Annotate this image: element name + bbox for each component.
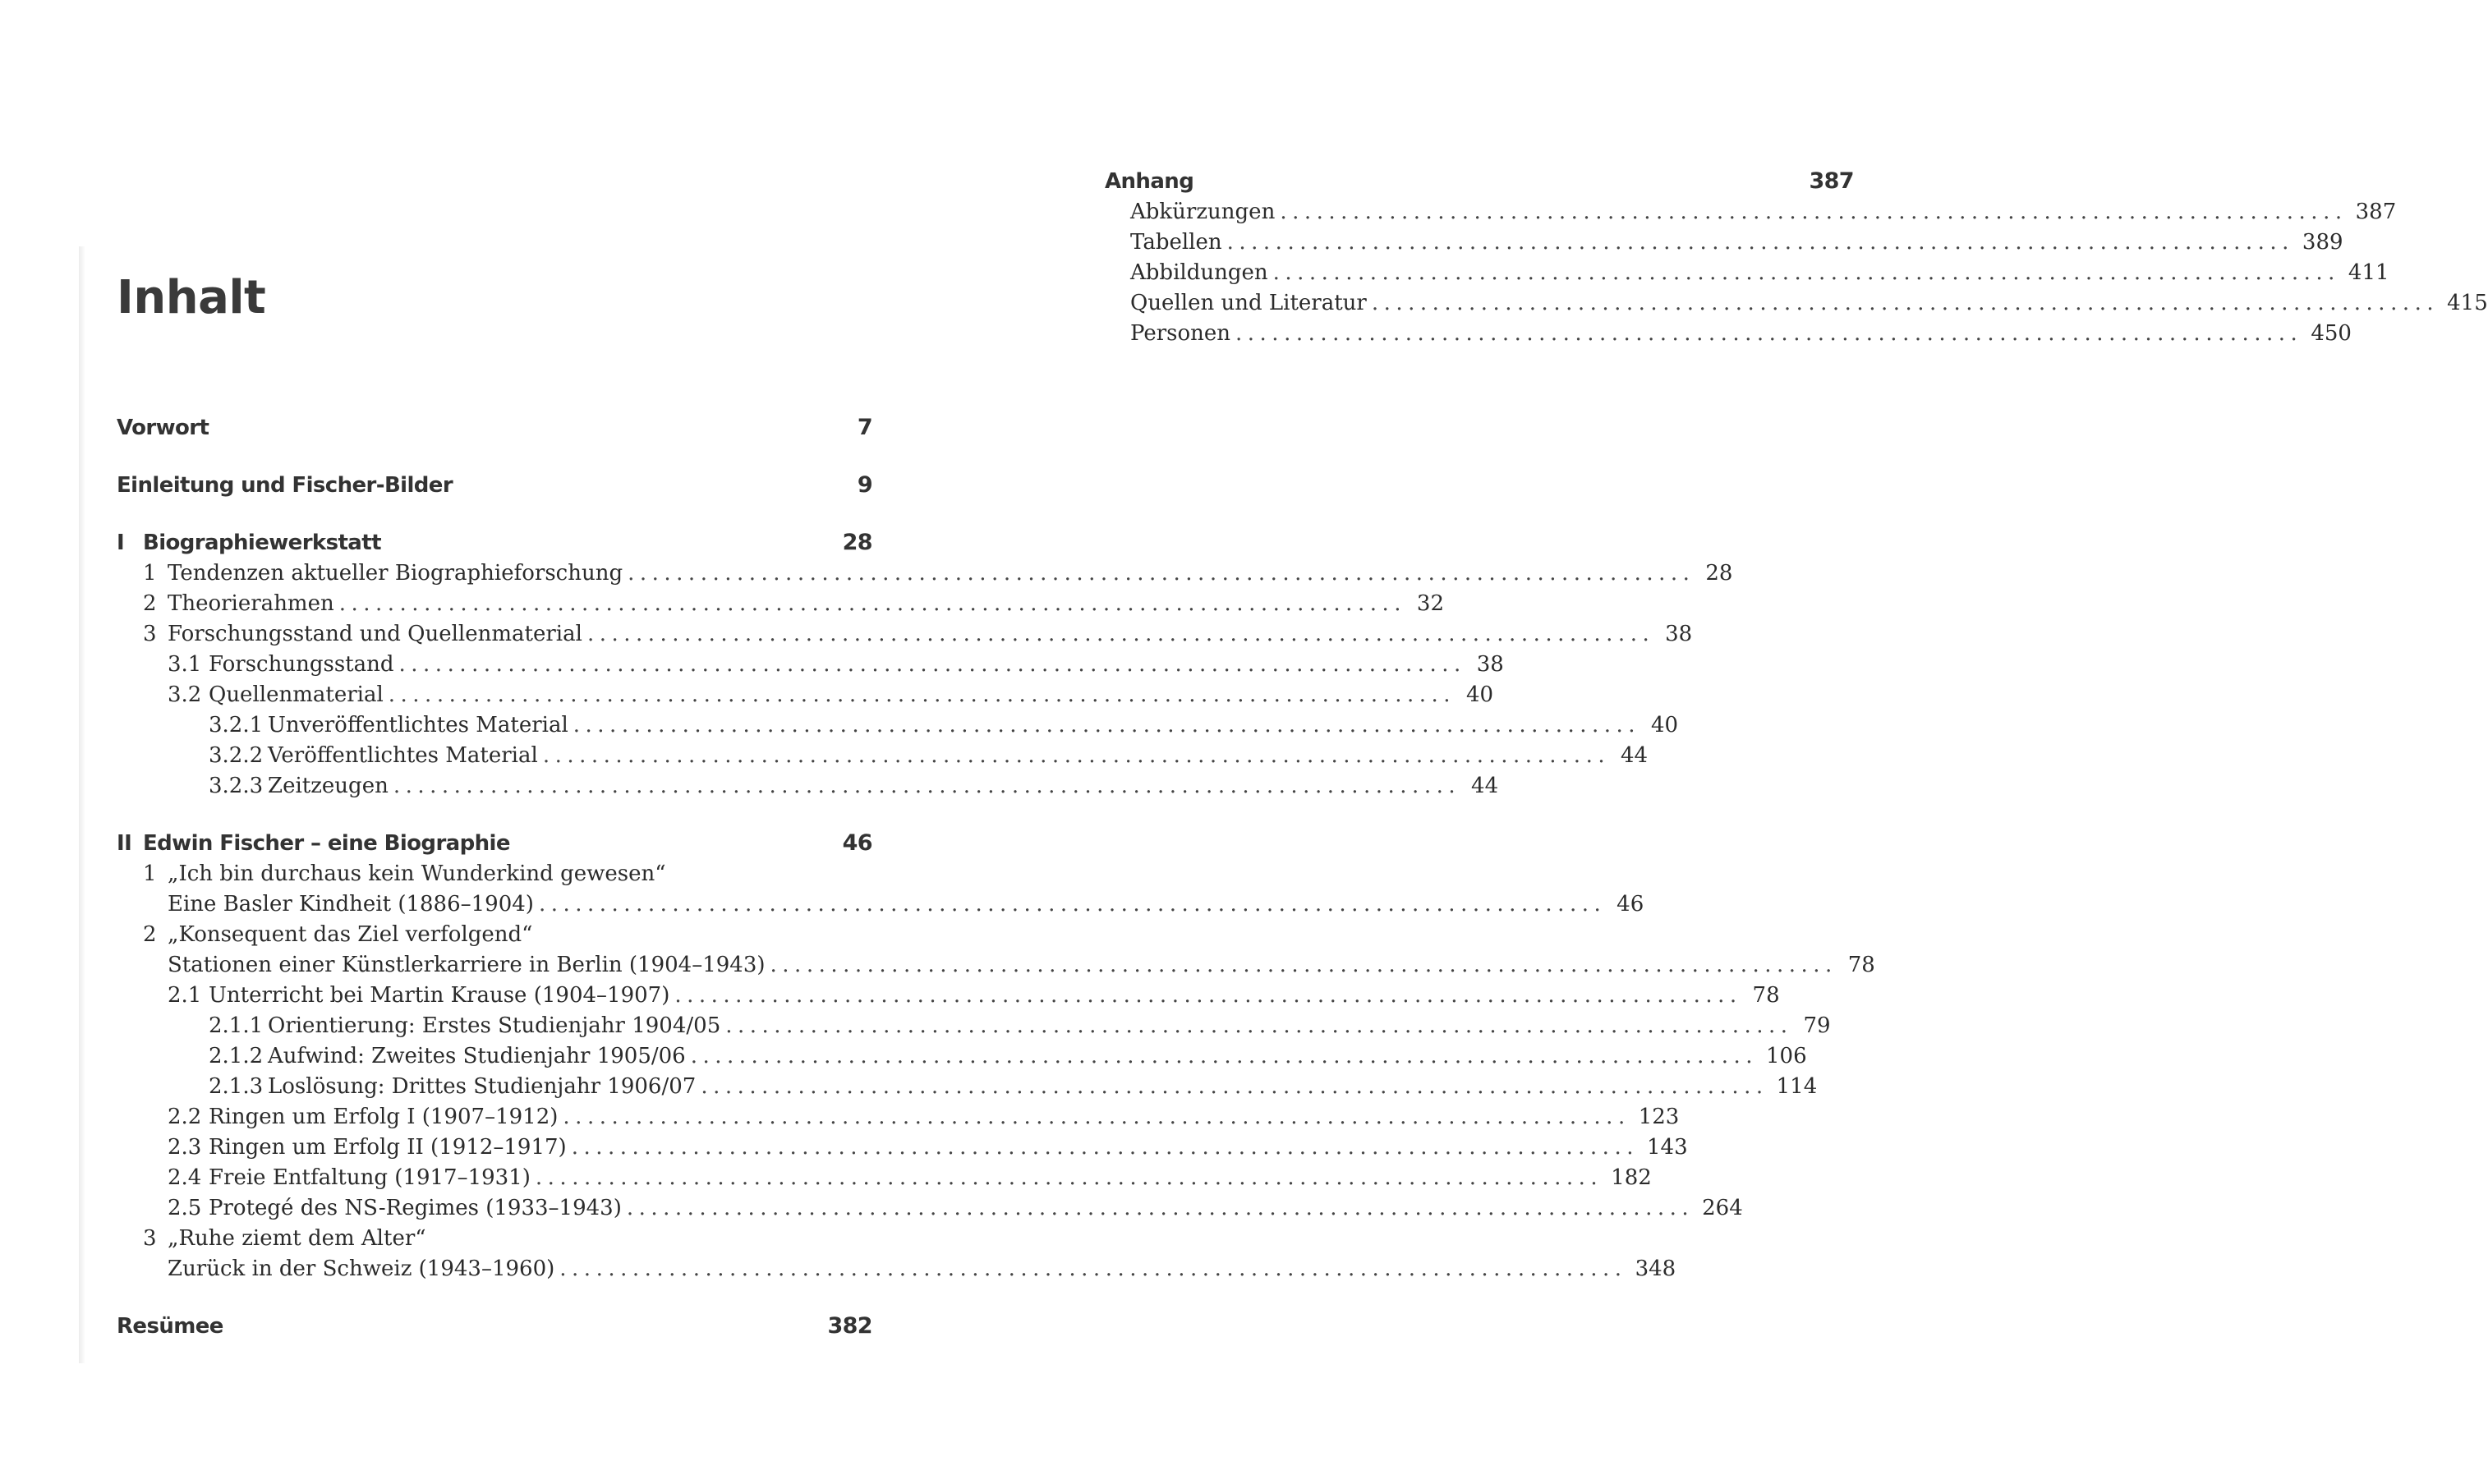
entry-number: 1 (143, 561, 157, 586)
entry-label: „Konsequent das Ziel verfolgend“ (168, 922, 533, 947)
toc-part-heading-anhang (1105, 166, 1854, 197)
entry-subtitle: Stationen einer Künstlerkarriere in Berlin (1904–1943) (168, 953, 766, 977)
entry-page: 28 (1705, 561, 1733, 586)
toc-entry (117, 710, 1679, 741)
entry-label: Ringen um Erfolg II (1912–1917) (209, 1135, 567, 1160)
entry-page: 348 (1635, 1257, 1676, 1281)
entry-page: 38 (1476, 652, 1504, 677)
entry-page: 389 (2302, 230, 2343, 255)
entry-number: 3.1 (168, 652, 202, 677)
toc-entry (1105, 258, 2389, 288)
entry-number: 2.1.3 (209, 1074, 264, 1099)
entry-label: Einleitung und Fischer-Bilder (117, 473, 453, 498)
entry-label: Unveröffentlichtes Material (268, 713, 568, 737)
entry-label: Ringen um Erfolg I (1907–1912) (209, 1105, 559, 1129)
entry-page: 106 (1766, 1044, 1807, 1068)
entry-label: Tabellen (1130, 230, 1222, 255)
entry-number: 3.2.3 (209, 774, 264, 798)
entry-number: 2.5 (168, 1196, 202, 1220)
entry-label: Personen (1130, 321, 1231, 346)
entry-page: 450 (2311, 321, 2352, 346)
dot-leader: ........................................................................................ (559, 1257, 1627, 1281)
toc-entry (1105, 288, 2488, 319)
dot-leader: ........................................................................................ (690, 1044, 1758, 1068)
entry-page: 78 (1847, 953, 1875, 977)
entry-label: Forschungsstand und Quellenmaterial (168, 622, 582, 646)
entry-label: Theorierahmen (168, 591, 334, 616)
toc-entry (117, 1102, 1680, 1133)
dot-leader: ........................................................................................ (535, 1165, 1603, 1190)
dot-leader: ........................................................................................ (338, 591, 1407, 616)
toc-entry (117, 650, 1504, 680)
entry-number: 2.1.2 (209, 1044, 264, 1068)
toc-entry (117, 741, 1649, 771)
part-label: Edwin Fischer – eine Biographie (143, 831, 510, 856)
entry-label: Quellen und Literatur (1130, 291, 1367, 315)
toc-entry (117, 589, 1445, 619)
dot-leader: ........................................................................................ (1226, 230, 2294, 255)
entry-number: 3 (143, 622, 157, 646)
entry-label: Abkürzungen (1130, 200, 1276, 224)
entry-page: 382 (827, 1313, 872, 1339)
toc-entry (1105, 319, 2352, 349)
toc-entry (117, 680, 1494, 710)
dot-leader: ........................................................................................ (538, 892, 1607, 917)
entry-label: Vorwort (117, 416, 209, 440)
entry-page: 40 (1650, 713, 1679, 737)
toc-entry (117, 1011, 1831, 1041)
entry-page: 46 (1617, 892, 1644, 917)
toc-entry (1105, 197, 2397, 227)
entry-number: 2 (143, 922, 157, 947)
entry-page: 411 (2348, 260, 2389, 285)
toc-entry (117, 771, 1499, 802)
entry-number: 2.2 (168, 1105, 202, 1129)
entry-page: 387 (2355, 200, 2397, 224)
entry-number: 3.2.1 (209, 713, 264, 737)
toc-entry-resumee (117, 1311, 872, 1342)
entry-label: Resümee (117, 1314, 223, 1339)
entry-number: 2.1.1 (209, 1013, 264, 1038)
toc-entry (117, 1193, 1743, 1224)
toc-entry-line2 (117, 889, 1644, 920)
page-gutter-shadow (79, 246, 85, 1363)
entry-label: Zeitzeugen (268, 774, 389, 798)
entry-page: 79 (1803, 1013, 1831, 1038)
entry-page: 9 (857, 472, 872, 498)
entry-label: Freie Entfaltung (1917–1931) (209, 1165, 531, 1190)
dot-leader: ........................................................................................ (388, 682, 1456, 707)
toc-right-page (1105, 166, 2488, 349)
part-label: Biographiewerkstatt (143, 531, 381, 555)
entry-page: 38 (1665, 622, 1693, 646)
entry-label: Forschungsstand (209, 652, 394, 677)
toc-entry (117, 558, 1733, 589)
toc-entry-line1 (117, 1224, 872, 1254)
entry-number: 2.1 (168, 983, 202, 1008)
entry-label: Tendenzen aktueller Biographieforschung (168, 561, 623, 586)
dot-leader: ........................................................................................ (573, 713, 1641, 737)
toc-entry (117, 1041, 1807, 1072)
toc-entry (117, 1133, 1688, 1163)
entry-page: 32 (1416, 591, 1445, 616)
part-page: 46 (842, 830, 872, 856)
entry-page: 114 (1776, 1074, 1818, 1099)
entry-label: Quellenmaterial (209, 682, 384, 707)
toc-entry-vorwort (117, 412, 872, 443)
toc-entry-line1 (117, 920, 872, 950)
toc-part-heading (117, 828, 872, 859)
dot-leader: ........................................................................................ (571, 1135, 1639, 1160)
toc-part-heading (117, 527, 872, 558)
entry-label: Loslösung: Drittes Studienjahr 1906/07 (268, 1074, 697, 1099)
entry-label: Orientierung: Erstes Studienjahr 1904/05 (268, 1013, 721, 1038)
entry-page: 44 (1621, 743, 1649, 768)
dot-leader: ........................................................................................ (674, 983, 1742, 1008)
entry-label: Veröffentlichtes Material (268, 743, 538, 768)
entry-page: 40 (1465, 682, 1494, 707)
toc-entry (117, 1163, 1652, 1193)
dot-leader: ........................................................................................ (393, 774, 1461, 798)
entry-page: 264 (1702, 1196, 1743, 1220)
toc-entry-line2 (117, 950, 1875, 981)
entry-label: „Ich bin durchaus kein Wunderkind gewesen“ (168, 861, 666, 886)
toc-title: Inhalt (117, 271, 266, 324)
toc-left-page (117, 412, 1875, 1342)
dot-leader: ........................................................................................ (725, 1013, 1793, 1038)
toc-entry (117, 619, 1693, 650)
entry-page: 182 (1611, 1165, 1652, 1190)
part-number: II (117, 831, 132, 856)
dot-leader: ........................................................................................ (398, 652, 1466, 677)
entry-subtitle: Zurück in der Schweiz (1943–1960) (168, 1257, 555, 1281)
toc-entry (117, 981, 1780, 1011)
entry-label: Aufwind: Zweites Studienjahr 1905/06 (268, 1044, 686, 1068)
toc-entry-line1 (117, 859, 872, 889)
entry-number: 3 (143, 1226, 157, 1251)
entry-page: 415 (2447, 291, 2488, 315)
dot-leader: ........................................................................................ (1280, 200, 2348, 224)
dot-leader: ........................................................................................ (770, 953, 1837, 977)
entry-number: 2.4 (168, 1165, 202, 1190)
dot-leader: ........................................................................................ (701, 1074, 1768, 1099)
dot-leader: ........................................................................................ (586, 622, 1655, 646)
entry-label: Protegé des NS-Regimes (1933–1943) (209, 1196, 622, 1220)
entry-page: 123 (1638, 1105, 1680, 1129)
entry-page: 78 (1752, 983, 1780, 1008)
entry-page: 387 (1809, 168, 1854, 194)
toc-entry (117, 1072, 1818, 1102)
entry-number: 2.3 (168, 1135, 202, 1160)
part-number: I (117, 531, 125, 555)
dot-leader: ........................................................................................ (1272, 260, 2340, 285)
toc-entry (1105, 227, 2343, 258)
entry-label: Anhang (1105, 169, 1194, 194)
entry-page: 143 (1646, 1135, 1688, 1160)
part-page: 28 (842, 530, 872, 555)
entry-page: 44 (1471, 774, 1499, 798)
entry-subtitle: Eine Basler Kindheit (1886–1904) (168, 892, 534, 917)
toc-entry-einleitung (117, 470, 872, 501)
entry-number: 2 (143, 591, 157, 616)
dot-leader: ........................................................................................ (626, 1196, 1695, 1220)
dot-leader: ........................................................................................ (628, 561, 1695, 586)
entry-page: 7 (857, 415, 872, 440)
entry-number: 3.2.2 (209, 743, 264, 768)
dot-leader: ........................................................................................ (1235, 321, 2303, 346)
entry-number: 3.2 (168, 682, 202, 707)
entry-number: 1 (143, 861, 157, 886)
dot-leader: ........................................................................................ (1371, 291, 2440, 315)
dot-leader: ........................................................................................ (542, 743, 1611, 768)
entry-label: Abbildungen (1130, 260, 1268, 285)
entry-label: Unterricht bei Martin Krause (1904–1907) (209, 983, 670, 1008)
dot-leader: ........................................................................................ (563, 1105, 1630, 1129)
toc-entry-line2 (117, 1254, 1676, 1284)
entry-label: „Ruhe ziemt dem Alter“ (168, 1226, 426, 1251)
